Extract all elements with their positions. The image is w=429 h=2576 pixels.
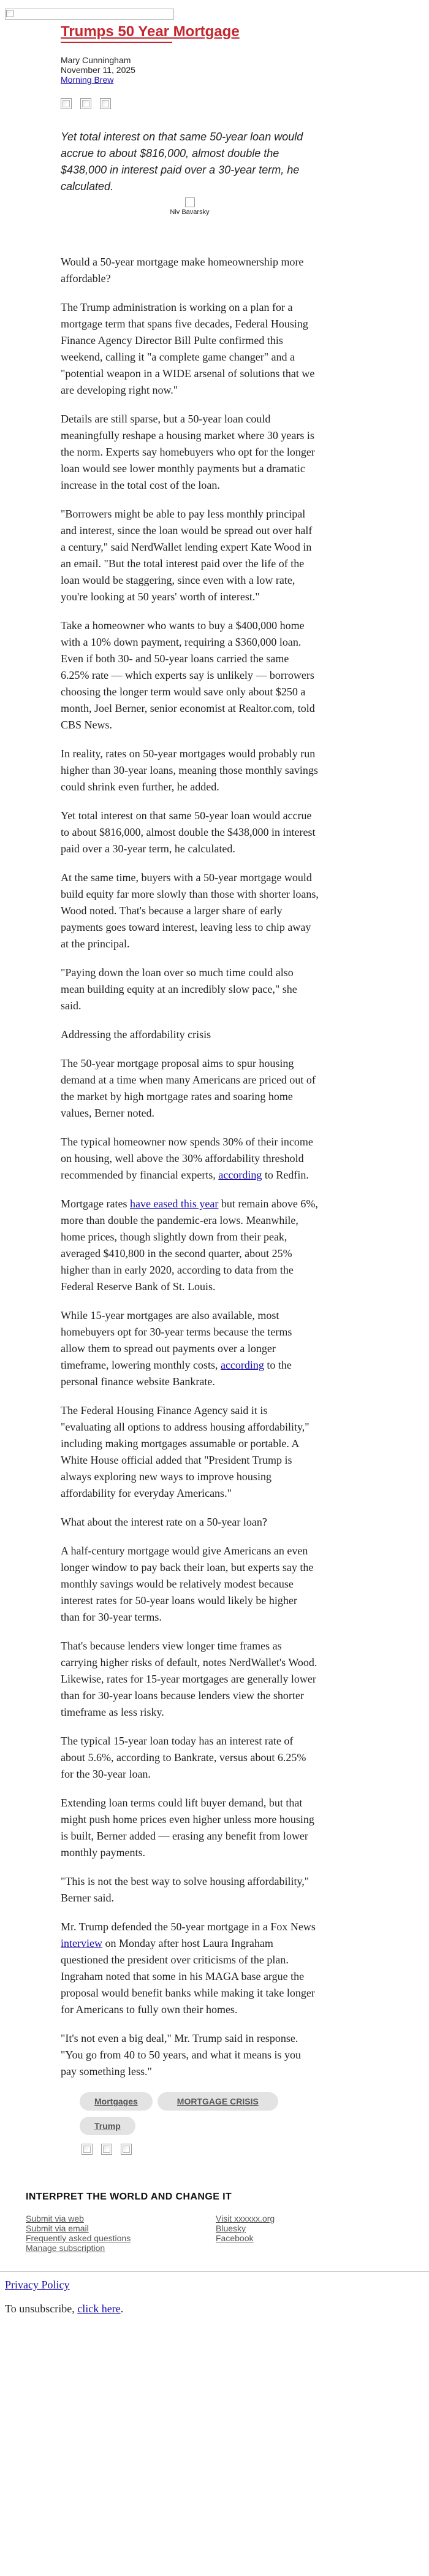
broken-image-icon bbox=[185, 197, 195, 207]
unsubscribe-link[interactable]: click here bbox=[77, 2303, 121, 2315]
article-dek: Yet total interest on that same 50-year loan would accrue to about $816,000, almost double the $438,000 in interest paid over a 30-year term, he calculated. bbox=[61, 131, 303, 193]
visit-site-link[interactable]: Visit xxxxxx.org bbox=[216, 2214, 275, 2223]
facebook-link[interactable]: Facebook bbox=[216, 2233, 254, 2243]
headline-link[interactable]: Trumps 50 Year Mortgage bbox=[61, 23, 172, 43]
byline bbox=[61, 55, 319, 85]
redfin-link[interactable]: according bbox=[218, 1169, 262, 1181]
email-page bbox=[0, 9, 429, 2317]
footer-heading: INTERPRET THE WORLD AND CHANGE IT bbox=[26, 2192, 232, 2202]
share-icon[interactable] bbox=[121, 2144, 132, 2155]
author-name: Mary Cunningham bbox=[61, 55, 131, 65]
paragraph: Details are still sparse, but a 50-year loan could meaningfully reshape a housing market where 30 years is the norm. Experts say homebuyers who opt for the longer loan would see lower monthly payments but a dramatic increase in the total cost of the loan. bbox=[61, 413, 315, 491]
faq-link[interactable]: Frequently asked questions bbox=[26, 2233, 131, 2243]
fox-interview-link[interactable]: interview bbox=[61, 1937, 102, 1949]
tag-mortgages[interactable]: Mortgages bbox=[80, 2092, 153, 2111]
text: While 15-year mortgages are also available, most homebuyers opt for 30-year terms because the terms allow them to spread out payments over a longer timeframe, lowering monthly costs, bbox=[61, 1309, 292, 1371]
paragraph bbox=[61, 1919, 319, 2018]
footer-links-left bbox=[26, 2214, 216, 2253]
manage-subscription-link[interactable]: Manage subscription bbox=[26, 2243, 105, 2253]
rates-eased-link[interactable]: have eased this year bbox=[129, 1198, 219, 1210]
publish-date: November 11, 2025 bbox=[61, 65, 135, 75]
broken-image-icon bbox=[6, 10, 13, 17]
bankrate-link[interactable]: according bbox=[220, 1359, 264, 1371]
text: to Redfin. bbox=[262, 1169, 309, 1181]
share-icon[interactable] bbox=[61, 98, 72, 109]
submit-web-link[interactable]: Submit via web bbox=[26, 2214, 84, 2223]
unsubscribe-line bbox=[5, 2301, 429, 2317]
text: The typical homeowner now spends 30% of their income on housing, well above the 30% affordability threshold recommended by financial experts, bbox=[61, 1136, 313, 1181]
share-icon[interactable] bbox=[80, 98, 91, 109]
source-link[interactable]: Morning Brew bbox=[61, 75, 114, 85]
paragraph: "This is not the best way to solve housing affordability," Berner said. bbox=[61, 1875, 309, 1904]
footer-links bbox=[26, 2214, 369, 2253]
paragraph: Yet total interest on that same 50-year loan would accrue to about $816,000, almost double the $438,000 in interest paid over a 30-year term, he calculated. bbox=[61, 809, 316, 855]
paragraph: "Borrowers might be able to pay less monthly principal and interest, since the loan would be spread out over half a century," said NerdWallet lending expert Kate Wood in an email. "But the total interest paid over the life of the loan would be staggering, since even with a low rate, you're looking at 50 years' worth of interest." bbox=[61, 508, 313, 603]
text: Mortgage rates bbox=[61, 1198, 130, 1210]
text: Mr. Trump defended the 50-year mortgage in a Fox News bbox=[61, 1921, 316, 1933]
share-icon[interactable] bbox=[101, 2144, 112, 2155]
paragraph: "Paying down the loan over so much time could also mean building equity at an incredibly slow pace," she said. bbox=[61, 966, 297, 1012]
share-icon[interactable] bbox=[100, 98, 111, 109]
divider bbox=[0, 2271, 429, 2272]
paragraph: Extending loan terms could lift buyer demand, but that might push home prices even higher unless more housing is built, Berner added — erasing any benefit from lower monthly payments. bbox=[61, 1797, 314, 1859]
share-buttons-top bbox=[61, 98, 319, 109]
text: To unsubscribe, bbox=[5, 2303, 78, 2315]
paragraph bbox=[61, 1196, 319, 1295]
bluesky-link[interactable]: Bluesky bbox=[216, 2223, 246, 2233]
newsletter-footer bbox=[26, 2192, 369, 2253]
text: to the personal finance website Bankrate. bbox=[61, 1359, 292, 1388]
paragraph: The Trump administration is working on a plan for a mortgage term that spans five decades, Federal Housing Finance Agency Director Bill Pulte confirmed this weekend, calling it "a complete game changer" and a "potential weapon in a WIDE arsenal of solutions that we are developing right now." bbox=[61, 301, 315, 396]
paragraph bbox=[61, 1134, 319, 1183]
submit-email-link[interactable]: Submit via email bbox=[26, 2223, 89, 2233]
paragraph: "It's not even a big deal," Mr. Trump said in response. "You go from 40 to 50 years, and what it means is you pay something less." bbox=[61, 2032, 301, 2077]
paragraph bbox=[61, 1307, 319, 1390]
text: but remain above 6%, more than double the pandemic-era lows. Meanwhile, home prices, though slightly down from their peak, averaged $410,800 in the second quarter, about 25% higher than in early 2020, according to data from the Federal Reserve Bank of St. Louis. bbox=[61, 1198, 318, 1293]
footer-links-right bbox=[216, 2214, 275, 2253]
tag-mortgage-crisis[interactable]: MORTGAGE CRISIS bbox=[158, 2092, 278, 2111]
tag-list bbox=[80, 2092, 313, 2155]
section-subhead: What about the interest rate on a 50-year loan? bbox=[61, 1516, 267, 1528]
paragraph: In reality, rates on 50-year mortgages would probably run higher than 30-year loans, meaning those monthly savings could shrink even further, he added. bbox=[61, 747, 318, 793]
paragraph: The typical 15-year loan today has an interest rate of about 5.6%, according to Bankrate, versus about 6.25% for the 30-year loan. bbox=[61, 1735, 306, 1780]
legal-footer bbox=[5, 2277, 429, 2317]
photo-credit: Niv Bavarsky bbox=[170, 208, 210, 216]
hero-image bbox=[61, 197, 319, 216]
article-body bbox=[61, 254, 319, 2080]
header-banner-image bbox=[5, 9, 174, 20]
article-column bbox=[61, 23, 319, 2155]
paragraph: That's because lenders view longer time frames as carrying higher risks of default, notes NerdWallet's Wood. Likewise, rates for 15-year mortgages are generally lower than for 30-year loans because lenders view the shorter timeframe as less risky. bbox=[61, 1640, 317, 1718]
paragraph: At the same time, buyers with a 50-year mortgage would build equity far more slowly than those with shorter loans, Wood noted. That's because a larger share of early payments goes toward interest, leaving less to chip away at the principal. bbox=[61, 871, 319, 950]
paragraph: A half-century mortgage would give Americans an even longer window to pay back their loan, but experts say the monthly savings would be relatively modest because interest rates for 50-year loans would likely be higher than for 30-year terms. bbox=[61, 1545, 314, 1623]
share-icon[interactable] bbox=[82, 2144, 93, 2155]
section-subhead: Addressing the affordability crisis bbox=[61, 1028, 211, 1041]
paragraph: The Federal Housing Finance Agency said it is "evaluating all options to address housing affordability," including making mortgages assumable or portable. A White House official added that "President Trump is always exploring new ways to improve housing affordability for everyday Americans." bbox=[61, 1404, 309, 1499]
share-buttons-bottom bbox=[82, 2144, 313, 2155]
text: . bbox=[120, 2303, 124, 2315]
text: on Monday after host Laura Ingraham questioned the president over criticisms of the plan. Ingraham noted that some in his MAGA base argue the proposal would benefit banks while making it take longer for Americans to fully own their homes. bbox=[61, 1937, 315, 2016]
paragraph: Take a homeowner who wants to buy a $400,000 home with a 10% down payment, requiring a $360,000 loan. Even if both 30- and 50-year loans carried the same 6.25% rate — which experts say is unlikely — borrowers choosing the longer term would save only about $250 a month, Joel Berner, senior economist at Realtor.com, told CBS News. bbox=[61, 619, 315, 731]
paragraph: Would a 50-year mortgage make homeownership more affordable? bbox=[61, 256, 304, 285]
tag-trump[interactable]: Trump bbox=[80, 2117, 135, 2135]
privacy-policy-link[interactable]: Privacy Policy bbox=[5, 2279, 70, 2291]
paragraph: The 50-year mortgage proposal aims to spur housing demand at a time when many Americans are priced out of the market by high mortgage rates and soaring home values, Berner noted. bbox=[61, 1057, 316, 1119]
